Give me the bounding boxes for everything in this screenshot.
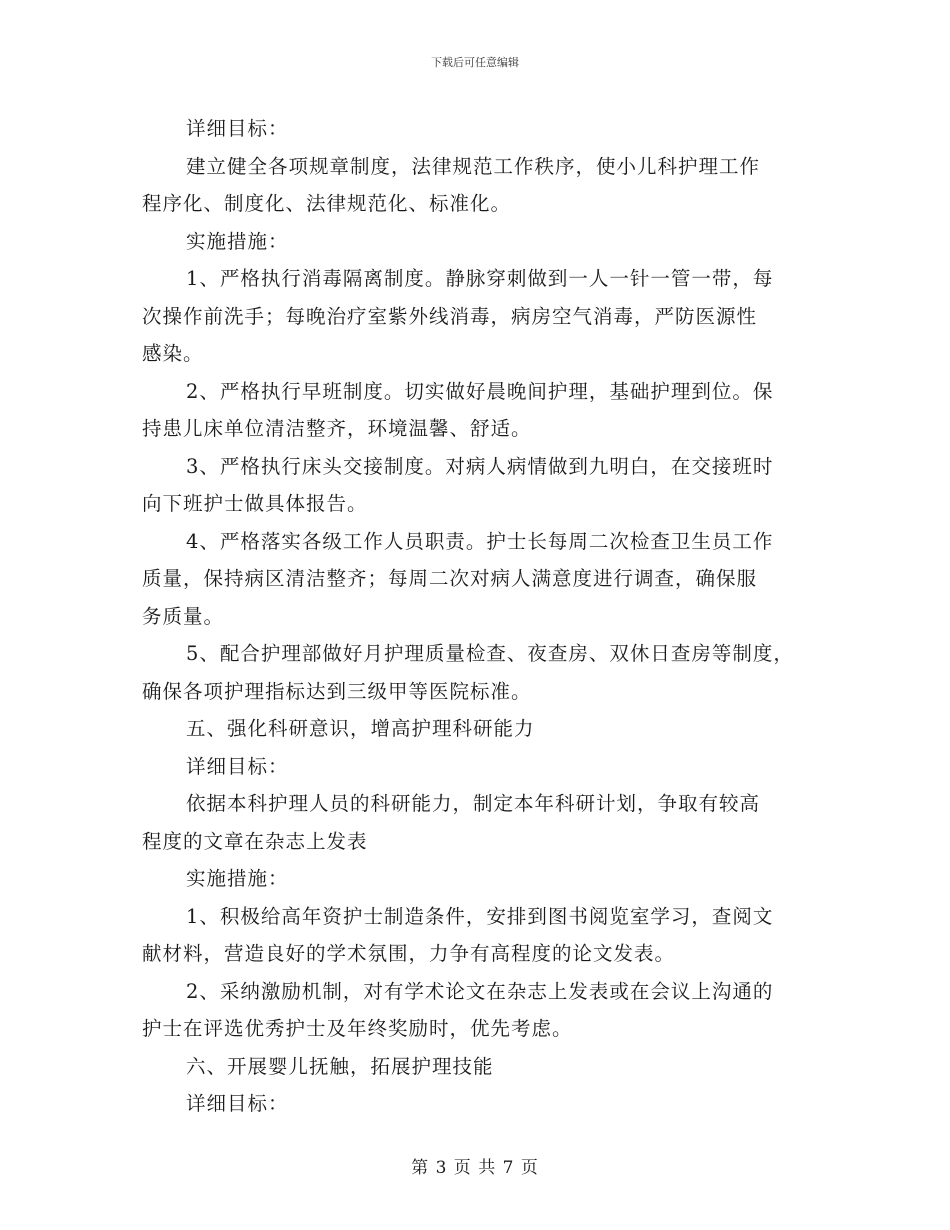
- text-line: 务质量。: [142, 604, 225, 628]
- text-line: 5、配合护理部做好月护理质量检查、夜查房、双休日查房等制度，: [186, 642, 794, 665]
- text-line: 建立健全各项规章制度，法律规范工作秩序，使小儿科护理工作: [186, 154, 761, 178]
- document-body: [142, 110, 832, 1123]
- text-line: 实施措施：: [186, 229, 289, 253]
- text-line: 1、严格执行消毒隔离制度。静脉穿刺做到一人一针一管一带，每: [186, 267, 774, 290]
- text-line: 护士在评选优秀护士及年终奖励时，优先考虑。: [142, 1017, 573, 1040]
- text-line: 感染。: [142, 342, 204, 365]
- text-line: 五、强化科研意识，增高护理科研能力: [186, 717, 535, 740]
- text-line: 3、严格执行床头交接制度。对病人病情做到九明白，在交接班时: [186, 454, 774, 478]
- text-line: 1、积极给高年资护士制造条件，安排到图书阅览室学习，查阅文: [186, 904, 774, 928]
- text-line: 献材料，营造良好的学术氛围，力争有高程度的论文发表。: [142, 942, 676, 965]
- text-line: 程度的文章在杂志上发表: [142, 829, 368, 853]
- text-line: 2、严格执行早班制度。切实做好晨晚间护理，基础护理到位。保: [186, 379, 774, 403]
- text-line: 程序化、制度化、法律规范化、标准化。: [142, 192, 512, 215]
- text-line: 依据本科护理人员的科研能力，制定本年科研计划，争取有较高: [186, 792, 761, 815]
- page-number-footer: 第 3 页 共 7 页: [411, 1158, 539, 1178]
- page-header: 下载后可任意编辑: [431, 56, 519, 69]
- text-line: 向下班护士做具体报告。: [142, 492, 368, 515]
- text-line: 详细目标：: [186, 117, 289, 140]
- text-line: 次操作前洗手；每晚治疗室紫外线消毒，病房空气消毒，严防医源性: [142, 304, 758, 328]
- text-line: 实施措施：: [186, 867, 289, 890]
- text-line: 详细目标：: [186, 754, 289, 778]
- text-line: 2、采纳激励机制，对有学术论文在杂志上发表或在会议上沟通的: [186, 979, 774, 1003]
- text-line: 4、严格落实各级工作人员职责。护士长每周二次检查卫生员工作: [186, 529, 774, 553]
- text-line: 详细目标：: [186, 1092, 289, 1115]
- text-line: 六、开展婴儿抚触，拓展护理技能: [186, 1054, 494, 1078]
- text-line: 质量，保持病区清洁整齐；每周二次对病人满意度进行调查，确保服: [142, 567, 758, 590]
- text-line: 确保各项护理指标达到三级甲等医院标准。: [142, 679, 532, 703]
- text-line: 持患儿床单位清洁整齐，环境温馨、舒适。: [142, 417, 532, 440]
